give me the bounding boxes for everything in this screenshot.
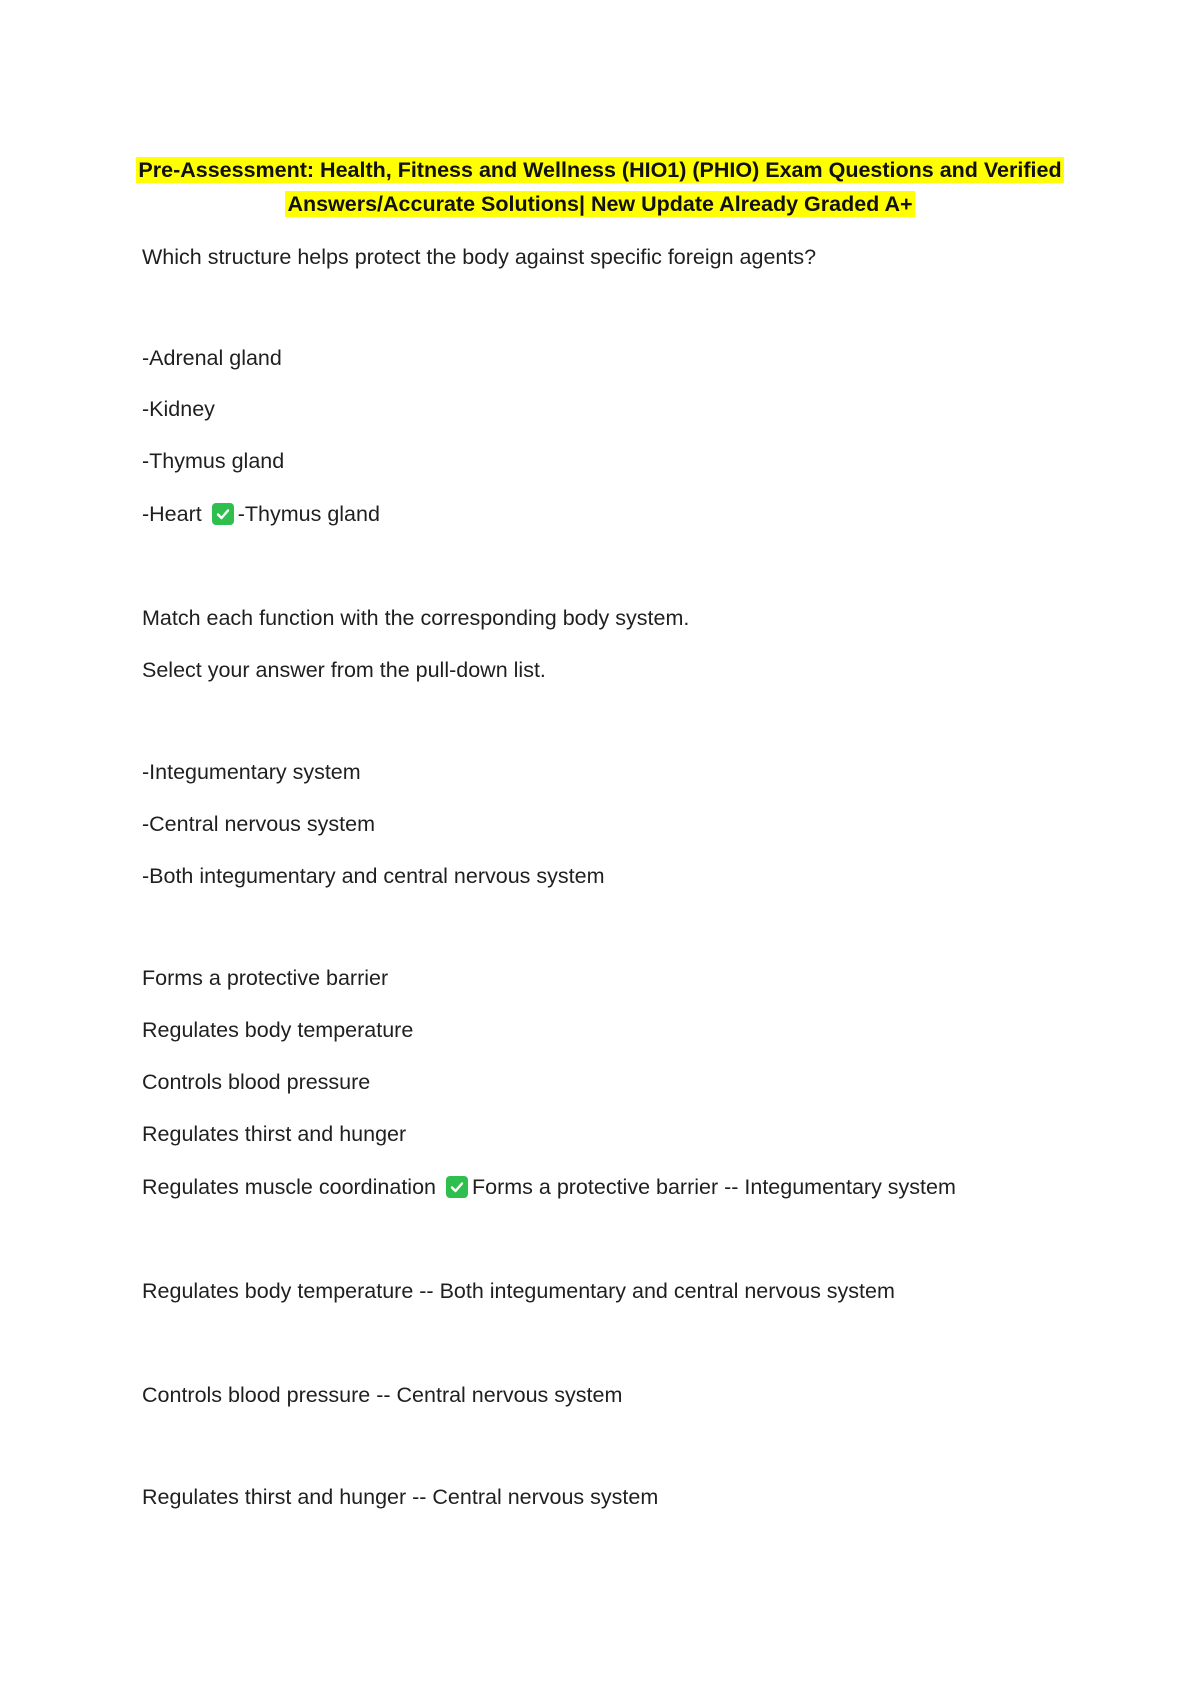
q1-option-2: -Kidney [142, 397, 215, 421]
q2-system-2: -Central nervous system [142, 812, 375, 836]
q1-option-1: -Adrenal gland [142, 346, 282, 370]
q1-option-4: -Heart [142, 502, 202, 526]
title-highlight-1: Pre-Assessment: Health, Fitness and Wellness (HIO1) (PHIO) Exam Questions and Verified [138, 158, 1062, 182]
q2-function-2: Regulates body temperature [142, 1018, 414, 1042]
q2-function-5: Regulates muscle coordination [142, 1175, 436, 1199]
q2-function-4: Regulates thirst and hunger [142, 1122, 407, 1146]
q2-function-3: Controls blood pressure [142, 1070, 371, 1094]
q1-option-4-with-answer [142, 499, 380, 529]
q2-answer-4: Regulates thirst and hunger -- Central nervous system [142, 1485, 659, 1509]
q1-answer: -Thymus gland [237, 502, 380, 526]
checkmark-icon [446, 1176, 468, 1198]
q1-question: Which structure helps protect the body against specific foreign agents? [142, 245, 817, 269]
q2-function-5-with-answer [142, 1172, 956, 1202]
document-title-line-2 [100, 187, 1100, 221]
q2-answer-2: Regulates body temperature -- Both integumentary and central nervous system [142, 1279, 895, 1303]
q2-system-1: -Integumentary system [142, 760, 361, 784]
checkmark-icon [212, 503, 234, 525]
q2-system-3: -Both integumentary and central nervous system [142, 864, 605, 888]
q1-option-3: -Thymus gland [142, 449, 285, 473]
title-highlight-2: Answers/Accurate Solutions| New Update Already Graded A+ [287, 192, 913, 216]
q2-answer-3: Controls blood pressure -- Central nervous system [142, 1383, 623, 1407]
q2-answer-1: Forms a protective barrier -- Integumentary system [472, 1175, 956, 1199]
q2-question-line-1: Match each function with the corresponding body system. [142, 606, 690, 630]
q2-function-1: Forms a protective barrier [142, 966, 389, 990]
document-title-line-1 [100, 153, 1100, 187]
q2-question-line-2: Select your answer from the pull-down list. [142, 658, 546, 682]
